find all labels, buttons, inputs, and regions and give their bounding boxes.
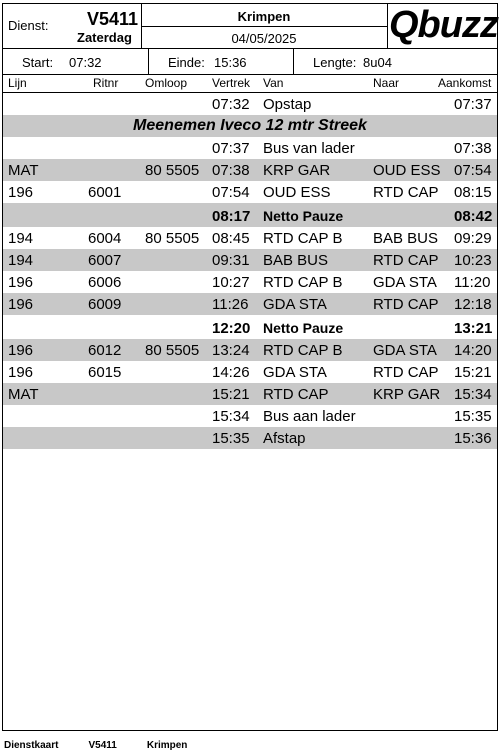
cell-vertrek: 08:45 (212, 230, 250, 247)
start-time: 07:32 (69, 55, 102, 70)
end-label: Einde: (168, 55, 205, 70)
cell-van: Netto Pauze (263, 208, 344, 224)
col-aankomst: Aankomst (438, 76, 492, 90)
cell-van: RTD CAP B (263, 230, 343, 247)
cell-naar: RTD CAP (373, 364, 439, 381)
cell-aankomst: 13:21 (454, 320, 493, 337)
cell-vertrek: 09:31 (212, 252, 250, 269)
cell-naar: GDA STA (373, 342, 437, 359)
cell-vertrek: 07:38 (212, 162, 250, 179)
col-naar: Naar (373, 76, 400, 90)
cell-aankomst: 09:29 (454, 230, 492, 247)
cell-aankomst: 15:36 (454, 430, 492, 447)
cell-naar: BAB BUS (373, 230, 439, 247)
cell-lijn: 196 (8, 296, 34, 313)
start-label: Start: (22, 55, 54, 70)
table-row (3, 361, 497, 383)
location-cell (141, 4, 388, 48)
dienst-number: V5411 (87, 9, 139, 29)
table-row (3, 93, 497, 115)
footer-label: Dienstkaart (4, 740, 59, 751)
cell-lijn: 196 (8, 364, 34, 381)
cell-vertrek: 07:37 (212, 140, 250, 157)
cell-naar: RTD CAP (373, 252, 439, 269)
cell-van: Netto Pauze (263, 320, 344, 336)
cell-aankomst: 11:20 (454, 274, 491, 291)
cell-van: RTD CAP (263, 386, 329, 403)
col-vertrek: Vertrek (212, 76, 251, 90)
cell-van: Opstap (263, 96, 312, 113)
cell-van: GDA STA (263, 364, 327, 381)
table-row (3, 405, 497, 427)
column-headers (3, 75, 497, 93)
cell-van: RTD CAP B (263, 274, 343, 291)
end-time: 15:36 (214, 55, 247, 70)
table-row (3, 271, 497, 293)
cell-van: KRP GAR (263, 162, 331, 179)
cell-lijn: MAT (8, 386, 39, 403)
cell-aankomst: 15:21 (454, 364, 492, 381)
cell-vertrek: 11:26 (212, 296, 249, 313)
cell-ritnr: 6007 (88, 252, 122, 269)
cell-lijn: MAT (8, 162, 39, 179)
cell-naar: RTD CAP (373, 184, 439, 201)
pause-row (3, 315, 497, 339)
cell-vertrek: 07:32 (212, 96, 250, 113)
cell-aankomst: 07:38 (454, 140, 492, 157)
cell-aankomst: 08:15 (454, 184, 492, 201)
header (3, 4, 497, 49)
cell-aankomst: 08:42 (454, 208, 493, 225)
info-bar (3, 48, 497, 75)
vehicle-row (3, 115, 497, 137)
cell-aankomst: 10:23 (454, 252, 492, 269)
cell-van: Afstap (263, 430, 306, 447)
table-row (3, 293, 497, 315)
cell-lijn: 196 (8, 274, 34, 291)
table-row (3, 249, 497, 271)
vehicle-note: Meenemen Iveco 12 mtr Streek (133, 117, 367, 134)
cell-van: BAB BUS (263, 252, 329, 269)
cell-vertrek: 15:34 (212, 408, 250, 425)
cell-omloop: 80 5505 (145, 162, 200, 179)
cell-naar: RTD CAP (373, 296, 439, 313)
cell-aankomst: 07:37 (454, 96, 492, 113)
cell-lijn: 196 (8, 342, 34, 359)
cell-ritnr: 6001 (88, 184, 122, 201)
footer-dienst: V5411 (88, 740, 117, 751)
col-omloop: Omloop (145, 76, 188, 90)
cell-naar: GDA STA (373, 274, 437, 291)
logo-cell (387, 4, 497, 48)
cell-omloop: 80 5505 (145, 342, 200, 359)
cell-aankomst: 12:18 (454, 296, 492, 313)
day-name: Zaterdag (77, 30, 132, 45)
cell-vertrek: 10:27 (212, 274, 250, 291)
location-name: Krimpen (237, 9, 291, 24)
cell-naar: OUD ESS (373, 162, 441, 179)
divider (293, 48, 294, 74)
table-row (3, 383, 497, 405)
cell-ritnr: 6004 (88, 230, 122, 247)
table-row (3, 339, 497, 361)
cell-omloop: 80 5505 (145, 230, 200, 247)
table-row (3, 227, 497, 249)
table-row (3, 159, 497, 181)
cell-aankomst: 14:20 (454, 342, 492, 359)
cell-vertrek: 14:26 (212, 364, 250, 381)
cell-ritnr: 6006 (88, 274, 122, 291)
col-ritnr: Ritnr (93, 76, 119, 90)
qbuzz-logo: Qbuzz (389, 4, 498, 46)
duty-date: 04/05/2025 (231, 31, 297, 46)
cell-ritnr: 6015 (88, 364, 122, 381)
cell-van: GDA STA (263, 296, 327, 313)
cell-vertrek: 15:21 (212, 386, 250, 403)
table-row (3, 427, 497, 449)
cell-aankomst: 07:54 (454, 162, 492, 179)
schedule-table (3, 93, 497, 449)
footer (4, 740, 217, 751)
cell-vertrek: 08:17 (212, 208, 251, 225)
cell-lijn: 194 (8, 230, 34, 247)
pause-row (3, 203, 497, 227)
table-row (3, 137, 497, 159)
cell-aankomst: 15:34 (454, 386, 492, 403)
col-lijn: Lijn (8, 76, 27, 90)
length-label: Lengte: (313, 55, 357, 70)
duty-card (2, 3, 498, 731)
duty-cell (3, 4, 142, 48)
dienst-label: Dienst: (8, 18, 49, 33)
cell-naar: KRP GAR (373, 386, 441, 403)
cell-van: OUD ESS (263, 184, 331, 201)
cell-aankomst: 15:35 (454, 408, 492, 425)
cell-vertrek: 12:20 (212, 320, 251, 337)
divider (148, 48, 149, 74)
footer-location: Krimpen (146, 740, 188, 751)
length-value: 8u04 (363, 55, 392, 70)
divider (141, 26, 387, 27)
cell-vertrek: 13:24 (212, 342, 250, 359)
col-van: Van (263, 76, 284, 90)
cell-ritnr: 6009 (88, 296, 122, 313)
table-row (3, 181, 497, 203)
cell-lijn: 194 (8, 252, 34, 269)
cell-van: Bus aan lader (263, 408, 356, 425)
cell-vertrek: 15:35 (212, 430, 250, 447)
cell-lijn: 196 (8, 184, 34, 201)
cell-van: RTD CAP B (263, 342, 343, 359)
cell-ritnr: 6012 (88, 342, 122, 359)
cell-vertrek: 07:54 (212, 184, 250, 201)
cell-van: Bus van lader (263, 140, 355, 157)
